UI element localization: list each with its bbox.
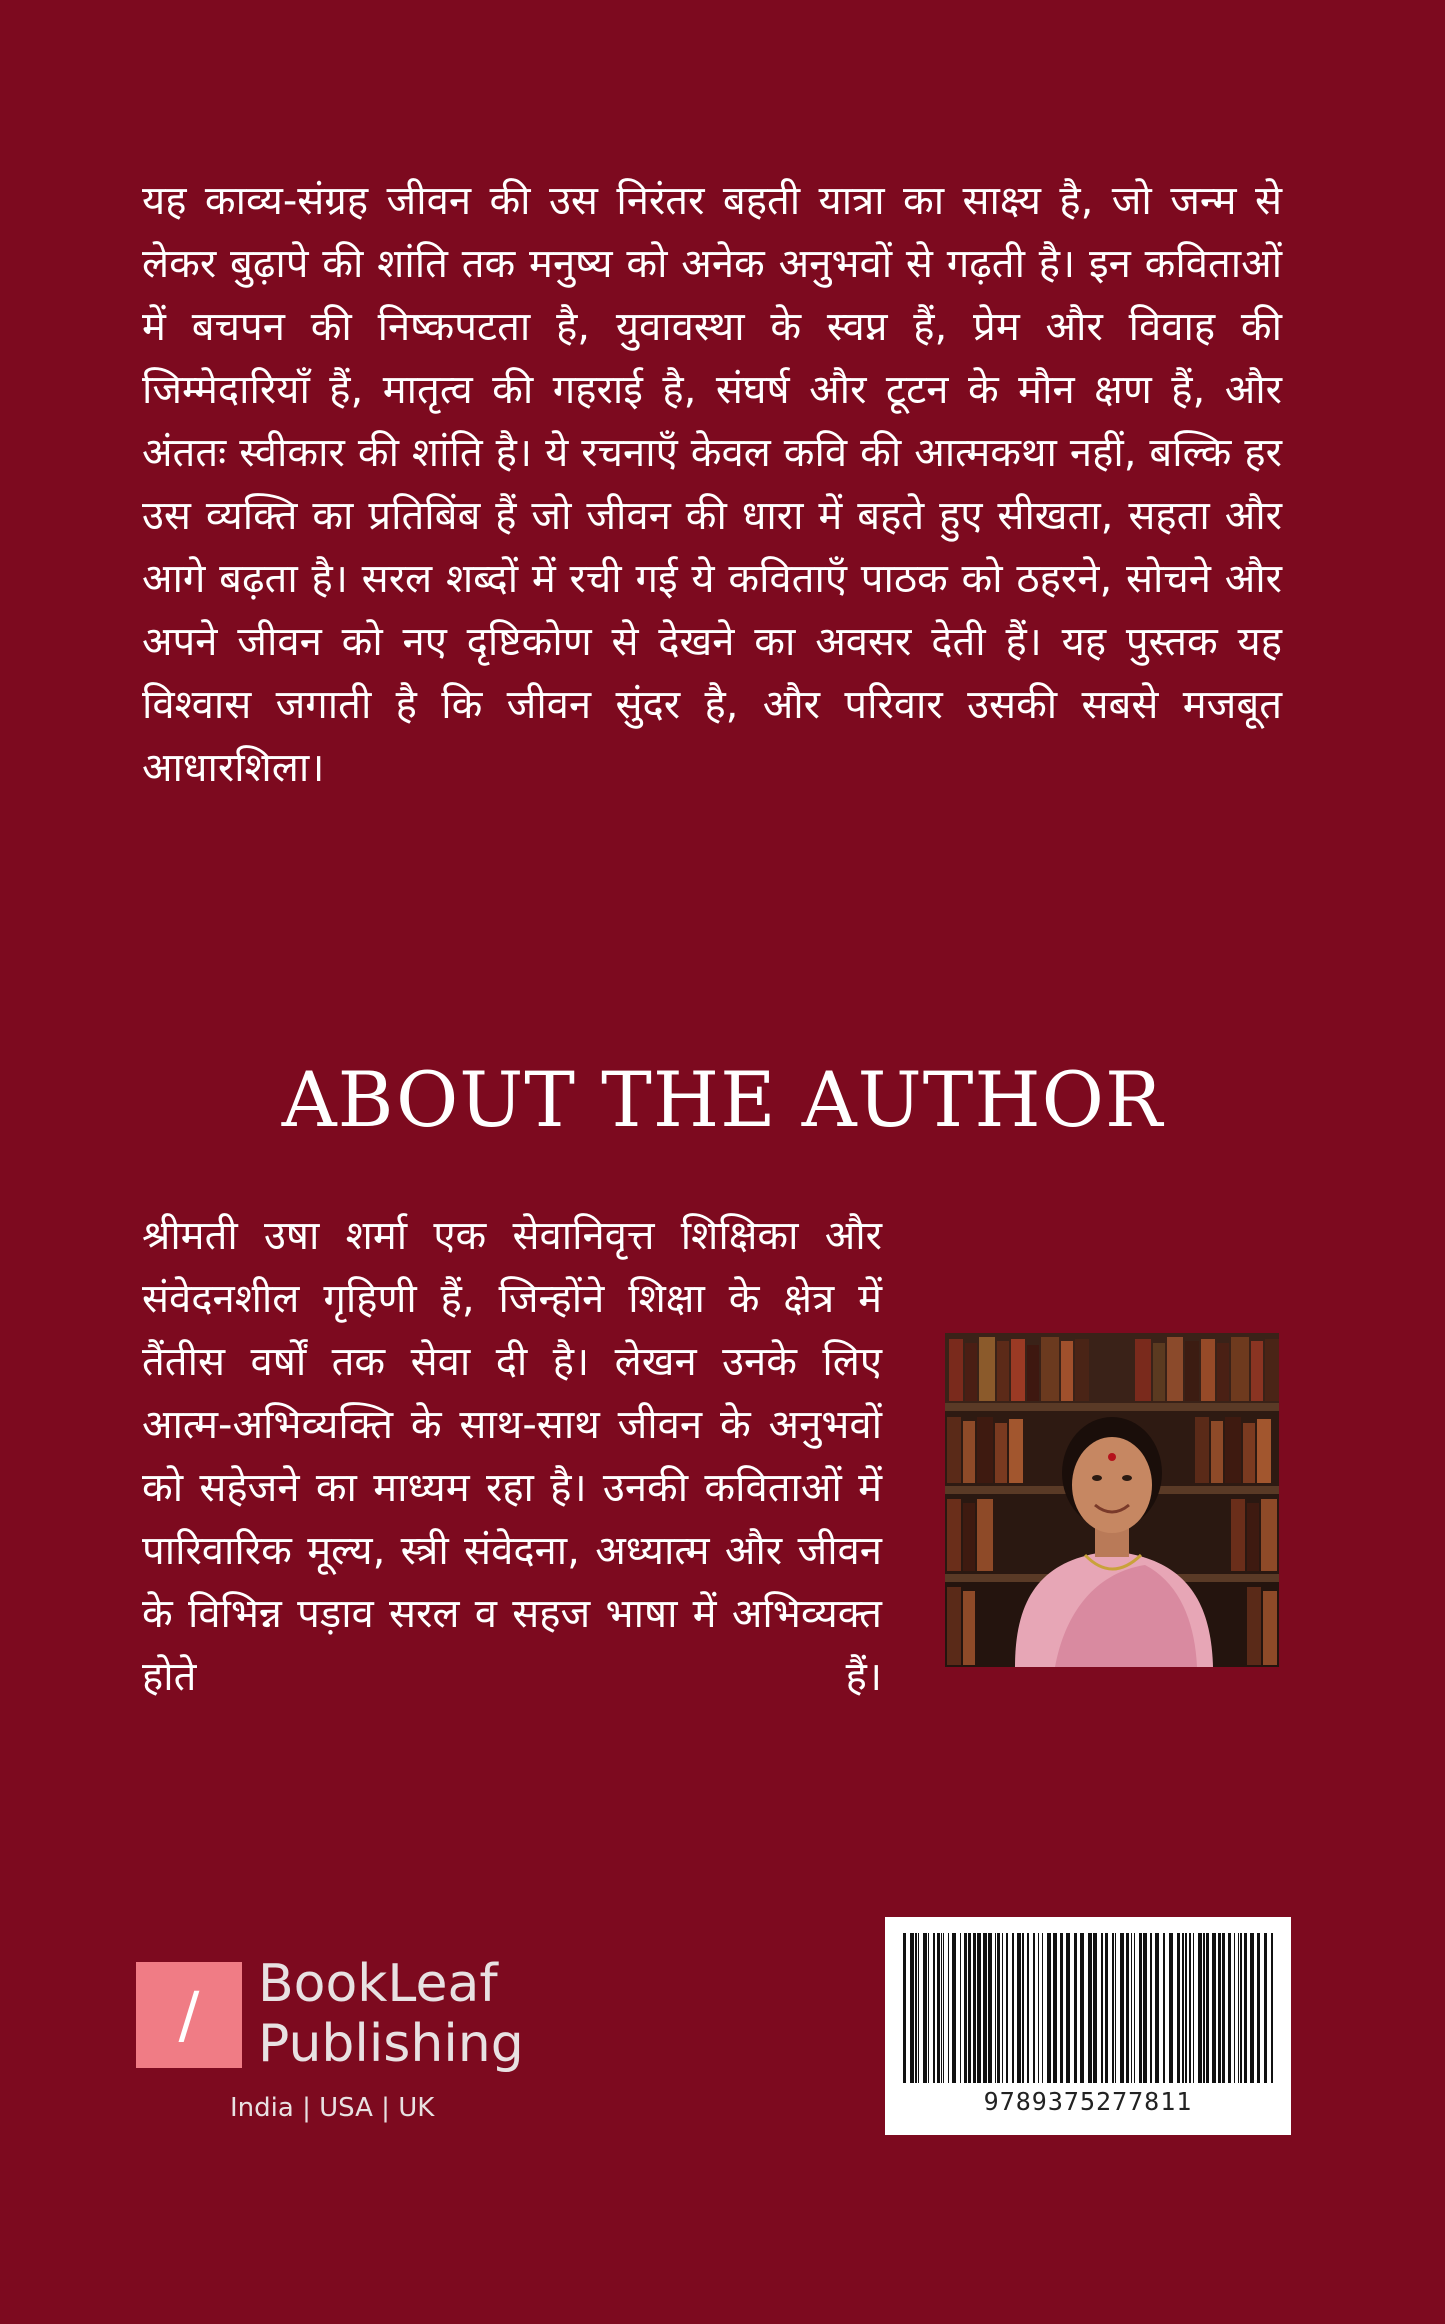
barcode-bar [1131, 1933, 1132, 2083]
barcode-bar [960, 1933, 961, 2083]
barcode-bar [937, 1933, 940, 2083]
barcode-bar [910, 1933, 914, 2083]
about-author-heading: ABOUT THE AUTHOR [281, 1055, 1164, 1144]
barcode-bar [1257, 1933, 1260, 2083]
barcode-bar [1143, 1933, 1147, 2083]
barcode-bar [1250, 1933, 1254, 2083]
barcode-bar [933, 1933, 935, 2083]
barcode-bar [1053, 1933, 1057, 2083]
barcode-bar [1105, 1933, 1108, 2083]
barcode-bar [983, 1933, 987, 2083]
barcode-bar [1006, 1933, 1008, 2083]
barcode-bar [903, 1933, 906, 2083]
barcode-bar [1093, 1933, 1097, 2083]
publisher-mark-glyph: / [178, 1978, 200, 2051]
barcode-bar [1271, 1933, 1273, 2083]
barcode-bar [1060, 1933, 1063, 2083]
barcode-bar [918, 1933, 919, 2083]
barcode-bar [1169, 1933, 1173, 2083]
barcode-bar [1126, 1933, 1129, 2083]
publisher-locations: India | USA | UK [230, 2093, 435, 2123]
barcode-bar [1038, 1933, 1039, 2083]
barcode-bar [1238, 1933, 1239, 2083]
publisher-name-line1: BookLeaf [258, 1954, 498, 2014]
barcode-bar [1012, 1933, 1014, 2083]
barcode-bar [977, 1933, 981, 2083]
barcode-bar [1022, 1933, 1024, 2083]
barcode-bar [973, 1933, 976, 2083]
publisher-name-line2: Publishing [258, 2014, 524, 2074]
author-photo [945, 1333, 1279, 1667]
barcode-bar [948, 1933, 949, 2083]
barcode-bar [1185, 1933, 1187, 2083]
barcode-bar [1033, 1933, 1035, 2083]
barcode-bar [1155, 1933, 1159, 2083]
barcode-bar [1203, 1933, 1205, 2083]
barcode-bar [915, 1933, 917, 2083]
publisher-name [258, 1954, 524, 2074]
barcode-bar [1264, 1933, 1267, 2083]
barcode-bar [1112, 1933, 1114, 2083]
publisher-mark-icon [136, 1962, 242, 2068]
barcode-bar [1234, 1933, 1235, 2083]
barcode-bar [1042, 1933, 1043, 2083]
barcode-bar [943, 1933, 944, 2083]
barcode-bar [952, 1933, 956, 2083]
publisher-logo [136, 1954, 536, 2142]
barcode-bar [997, 1933, 1000, 2083]
barcode-bar [1115, 1933, 1116, 2083]
barcode-bar [1074, 1933, 1077, 2083]
author-portrait-icon [945, 1333, 1279, 1667]
barcode-bar [1120, 1933, 1124, 2083]
barcode-bar [1101, 1933, 1103, 2083]
barcode-bar [1047, 1933, 1051, 2083]
barcode-bar [1066, 1933, 1070, 2083]
barcode-bar [1163, 1933, 1165, 2083]
barcode-bars-icon [885, 1917, 1291, 2087]
barcode-bar [995, 1933, 996, 2083]
barcode-bar [923, 1933, 927, 2083]
author-bio: श्रीमती उषा शर्मा एक सेवानिवृत्त शिक्षिका और संवेदनशील गृहिणी हैं, जिन्होंने शिक्षा के क्षेत्र में तैंतीस वर्षों तक सेवा दी है। लेखन उनके लिए आत्म-अभिव्यक्ति के साथ-साथ जीवन के अनुभवों को सहेजने का माध्यम रहा है। उनकी कविताओं में पारिवारिक मूल्य, स्त्री संवेदना, अध्यात्म और जीवन के विभिन्न पड़ाव सरल व सहज भाषा में अभिव्यक्त होते हैं। [142, 1213, 882, 1700]
barcode-bar [1218, 1933, 1221, 2083]
barcode-bar [1189, 1933, 1191, 2083]
isbn-barcode [885, 1917, 1291, 2135]
barcode-bar [1182, 1933, 1184, 2083]
barcode-bar [928, 1933, 929, 2083]
barcode-bar [1150, 1933, 1152, 2083]
barcode-bar [1080, 1933, 1084, 2083]
barcode-bar [1134, 1933, 1135, 2083]
barcode-bar [964, 1933, 967, 2083]
barcode-bar [1222, 1933, 1225, 2083]
barcode-bar [1027, 1933, 1029, 2083]
barcode-bar [1240, 1933, 1242, 2083]
barcode-bar [1177, 1933, 1180, 2083]
barcode-bar [1206, 1933, 1209, 2083]
barcode-bar [1088, 1933, 1092, 2083]
barcode-bar [1228, 1933, 1231, 2083]
barcode-bar [1212, 1933, 1216, 2083]
barcode-bar [1193, 1933, 1194, 2083]
barcode-bar [1244, 1933, 1247, 2083]
isbn-number: 9789375277811 [983, 2087, 1193, 2116]
book-blurb: यह काव्य-संग्रह जीवन की उस निरंतर बहती यात्रा का साक्ष्य है, जो जन्म से लेकर बुढ़ापे की शांति तक मनुष्य को अनेक अनुभवों से गढ़ती है। इन कविताओं में बचपन की निष्कपटता है, युवावस्था के स्वप्न हैं, प्रेम और विवाह की जिम्मेदारियाँ हैं, मातृत्व की गहराई है, संघर्ष और टूटन के मौन क्षण हैं, और अंततः स्वीकार की शांति है। ये रचनाएँ केवल कवि की आत्मकथा नहीं, बल्कि हर उस व्यक्ति का प्रतिबिंब हैं जो जीवन की धारा में बहते हुए सीखता, सहता और आगे बढ़ता है। सरल शब्दों में रची गई ये कविताएँ पाठक को ठहरने, सोचने और अपने जीवन को नए दृष्टिकोण से देखने का अवसर देती हैं। यह पुस्तक यह विश्वास जगाती है कि जीवन सुंदर है, और परिवार उसकी सबसे मजबूत आधारशिला। [142, 178, 1282, 791]
barcode-bar [1002, 1933, 1003, 2083]
barcode-bar [941, 1933, 942, 2083]
barcode-bar [1017, 1933, 1021, 2083]
barcode-bar [988, 1933, 992, 2083]
barcode-bar [1139, 1933, 1142, 2083]
barcode-bar [968, 1933, 971, 2083]
barcode-bar [1198, 1933, 1202, 2083]
